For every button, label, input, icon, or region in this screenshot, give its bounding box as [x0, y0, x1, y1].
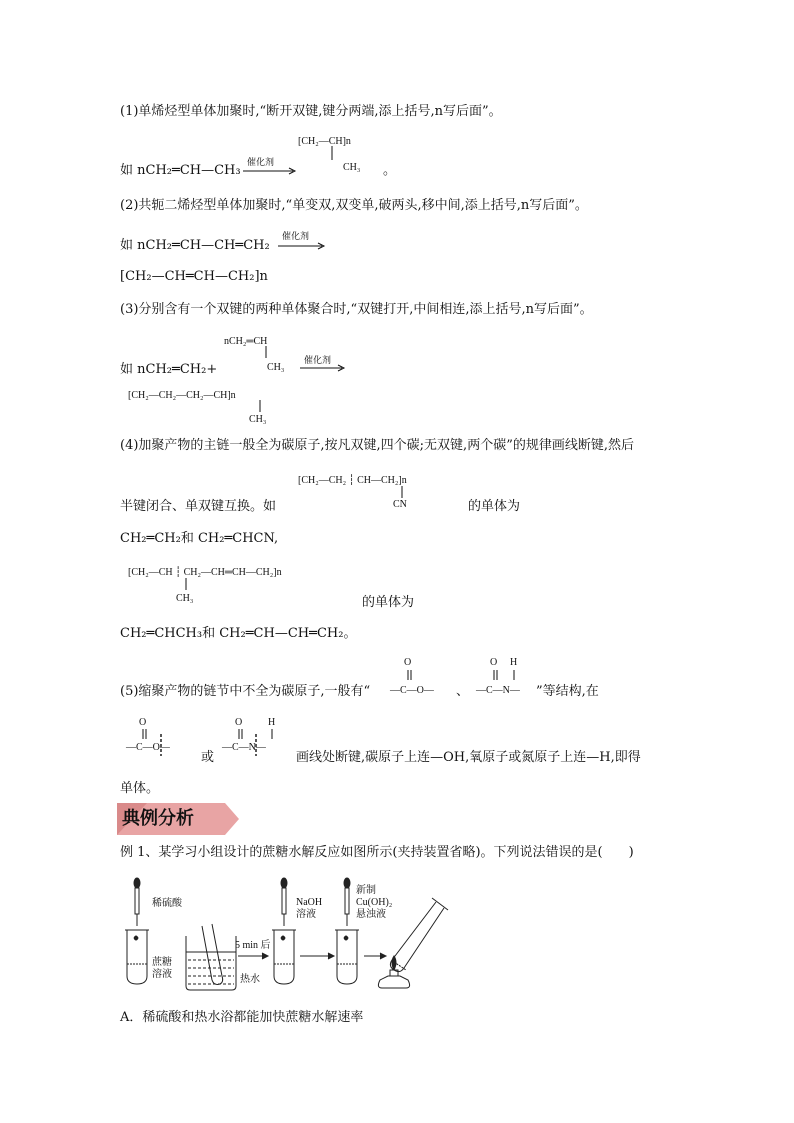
rule-5a: (5)缩聚产物的链节中不全为碳原子,一般有“ [120, 684, 371, 699]
bond-3a [264, 346, 268, 360]
amide-group: —C—N— [476, 685, 520, 696]
amide-h: H [510, 657, 518, 668]
bond-3b [258, 400, 262, 414]
catalyst-label-1: 催化剂 [247, 157, 275, 167]
polymer-1: [CH₂—CH₂ ┆ CH—CH₂]n [298, 475, 407, 486]
ester-o: O [404, 657, 412, 668]
polymer-2-sub: CH₃ [176, 593, 194, 604]
section-banner [117, 803, 239, 835]
answer-2: CH₂═CHCH₃和 CH₂═CH—CH═CH₂。 [120, 626, 357, 641]
monomer-of-2: 的单体为 [362, 595, 415, 610]
rule-3-product-sub: CH₃ [249, 414, 267, 425]
rule-4: (4)加聚产物的主链一般全为碳原子,按凡双键,四个碳;无双键,两个碳”的规律画线断键,然后 [120, 438, 634, 453]
separator: 、 [456, 684, 470, 699]
ester-double-bond-2 [141, 729, 149, 741]
label-sucrose: 蔗糖 [152, 957, 172, 968]
monomer-of-1: 的单体为 [468, 499, 521, 514]
amide-h-2: H [268, 717, 276, 728]
label-naoh: NaOH [296, 897, 323, 908]
label-cuoh-3: 悬浊液 [356, 909, 386, 920]
rule-2-equation: 如 nCH₂═CH—CH═CH₂ [120, 238, 270, 253]
rule-1: (1)单烯烃型单体加聚时,“断开双键,键分两端,添上括号,n写后面”。 [120, 104, 502, 119]
label-acid: 稀硫酸 [152, 898, 182, 909]
bond-4b [184, 578, 188, 592]
label-sucrose-solution: 溶液 [152, 969, 172, 980]
monomer-2: nCH₂═CH [224, 336, 268, 347]
rule-1-period: 。 [383, 163, 397, 178]
answer-1: CH₂═CH₂和 CH₂═CHCN, [120, 531, 279, 546]
rule-4-cont: 半键闭合、单双键互换。如 [120, 499, 277, 514]
bond-1 [330, 146, 334, 162]
rule-5b: ”等结构,在 [536, 684, 599, 699]
label-naoh-solution: 溶液 [296, 909, 316, 920]
label-hot-water: 热水 [240, 974, 260, 985]
label-cuoh-1: 新制 [356, 885, 376, 896]
amide-o: O [490, 657, 498, 668]
label-cuoh-2: Cu(OH)₂ [356, 897, 393, 908]
amide-double-bond [492, 670, 500, 682]
section-title: 典例分析 [122, 808, 194, 829]
rule-3-equation: 如 nCH₂═CH₂+ [120, 362, 218, 377]
ester-group: —C—O— [390, 685, 434, 696]
ester-o-2: O [139, 717, 147, 728]
amide-group-2: —C—N— [222, 742, 266, 753]
example-question: 例 1、某学习小组设计的蔗糖水解反应如图所示(夹持装置省略)。下列说法错误的是( ) [120, 845, 634, 860]
rule-3-product: [CH₂—CH₂—CH₂—CH]n [128, 390, 236, 401]
ester-double-bond [406, 670, 414, 682]
rule-5c: 画线处断键,碳原子上连—OH,氧原子或氮原子上连—H,即得 [296, 750, 641, 765]
amide-o-2: O [235, 717, 243, 728]
polymer-1-sub: CN [393, 499, 407, 510]
amide-nh-bond-2 [270, 729, 274, 741]
catalyst-label-3: 催化剂 [304, 355, 332, 365]
rule-2-product: [CH₂—CH═CH—CH₂]n [120, 269, 268, 284]
monomer-2-sub: CH₃ [267, 362, 285, 373]
rule-3: (3)分别含有一个双键的两种单体聚合时,“双键打开,中间相连,添上括号,n写后面”。 [120, 302, 593, 317]
rule-1-equation: 如 nCH₂═CH—CH₃ [120, 163, 241, 178]
amide-nh-bond [512, 670, 516, 682]
cut-line-ester [159, 734, 163, 758]
reaction-arrow-2 [278, 242, 326, 250]
amide-double-bond-2 [237, 729, 245, 741]
ester-group-2: —C—O— [126, 742, 170, 753]
catalyst-label-2: 催化剂 [282, 231, 310, 241]
rule-1-product-sub: CH₃ [343, 162, 361, 173]
rule-1-product: [CH₂—CH]n [298, 136, 351, 147]
polymer-2: [CH₂—CH ┆ CH₂—CH═CH—CH₂]n [128, 567, 282, 578]
bond-4a [400, 486, 404, 500]
reaction-arrow-3 [300, 364, 346, 372]
or-text: 或 [201, 750, 215, 765]
option-a: A．稀硫酸和热水浴都能加快蔗糖水解速率 [120, 1010, 364, 1025]
reaction-arrow-1 [243, 167, 297, 175]
rule-5d: 单体。 [120, 781, 160, 796]
cut-line-amide [254, 734, 258, 758]
rule-2: (2)共轭二烯烃型单体加聚时,“单变双,双变单,破两头,移中间,添上括号,n写后面”。 [120, 198, 588, 213]
label-time: 5 min 后 [235, 940, 271, 951]
